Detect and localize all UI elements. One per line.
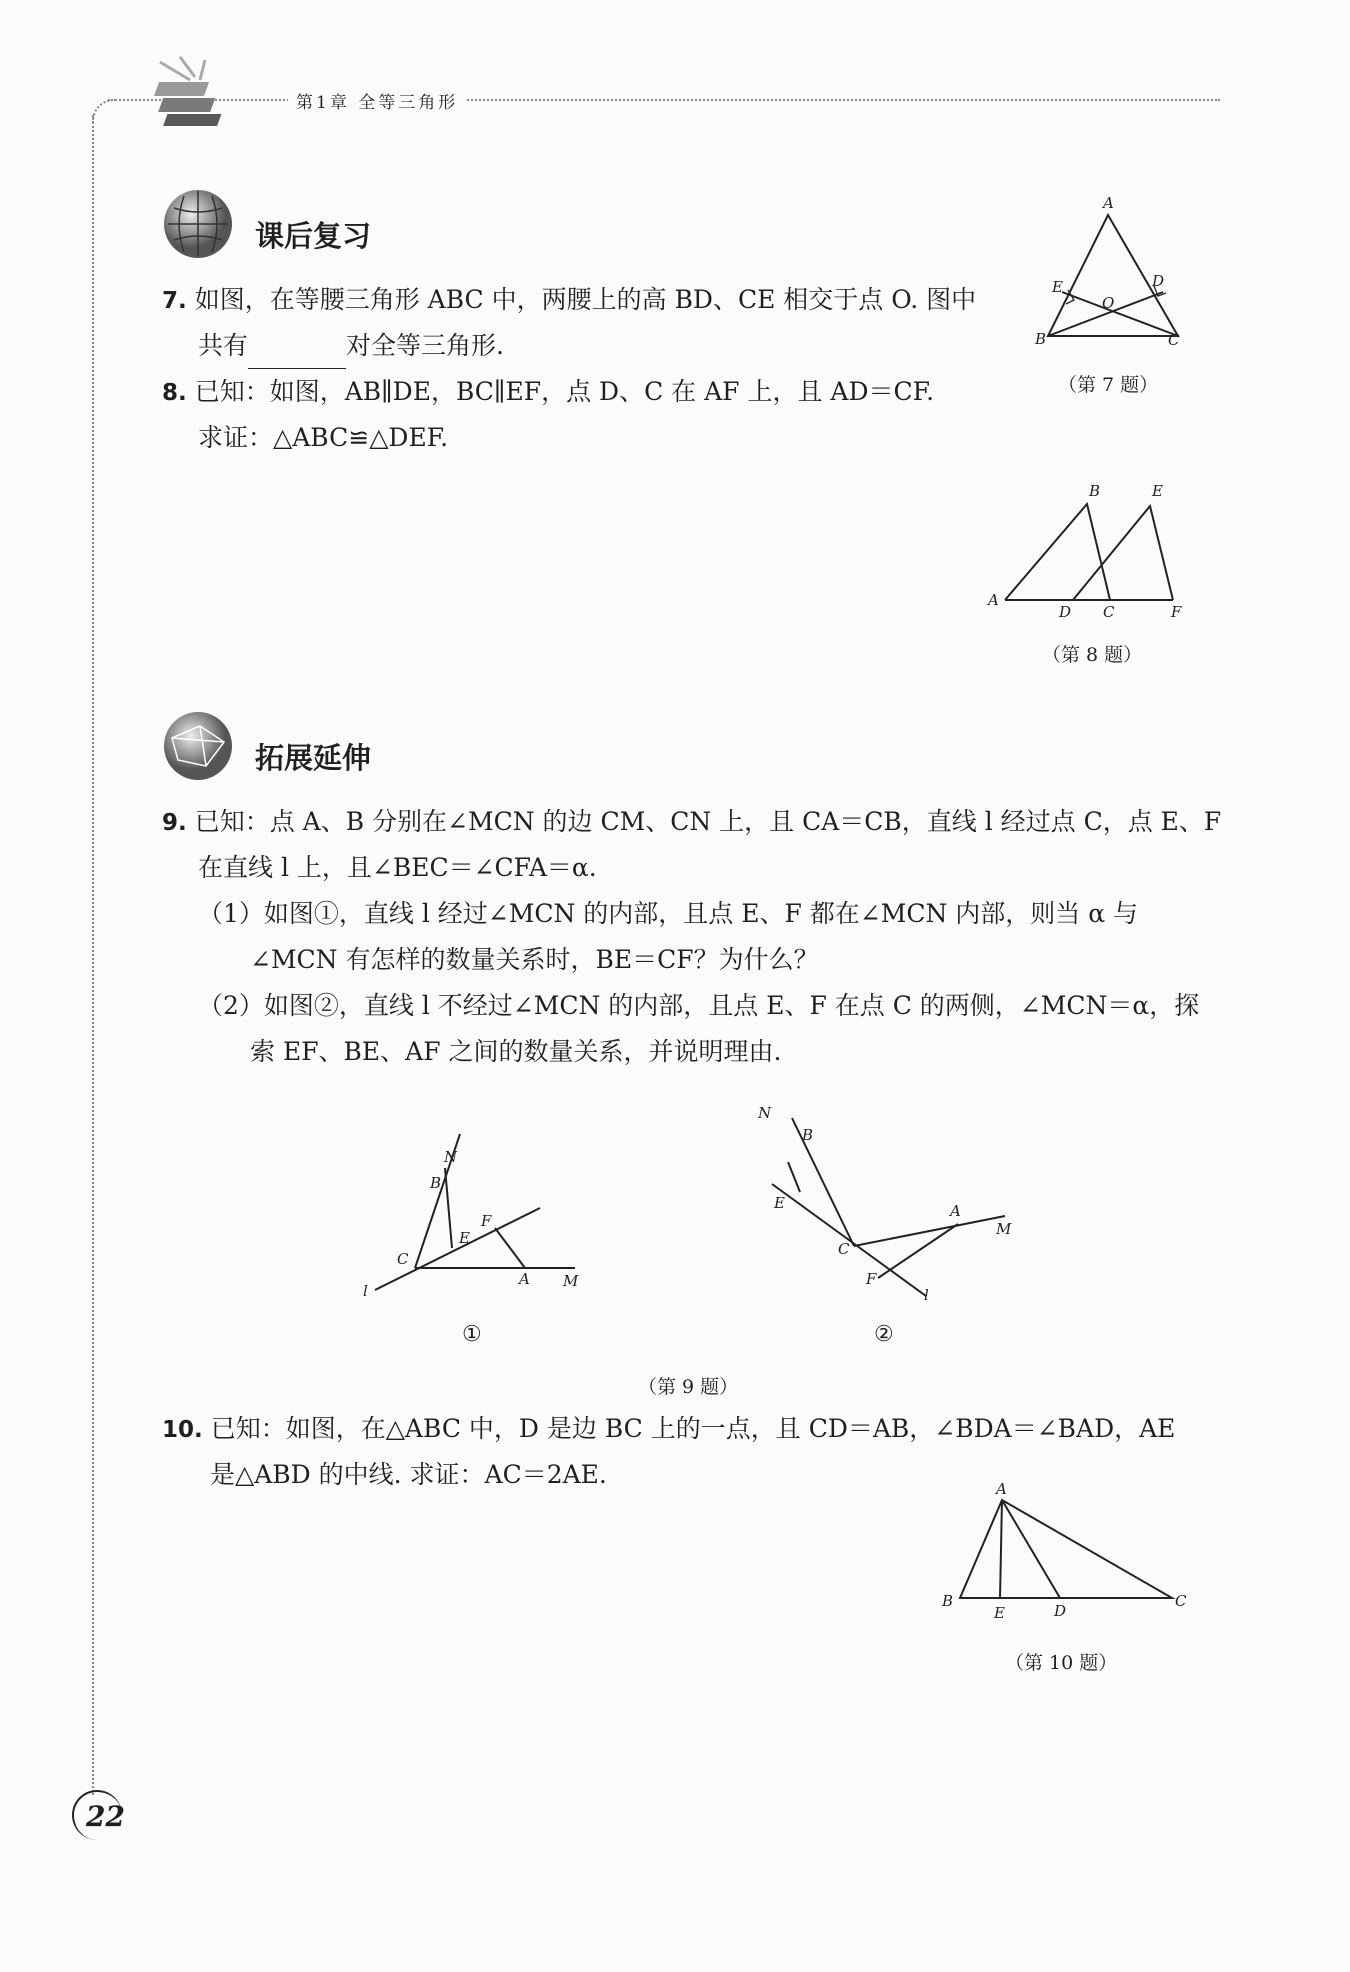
figure-9-2 [750,1100,1040,1310]
globe-icon [160,708,236,784]
question-text: 已知：点 A、B 分别在∠MCN 的边 CM、CN 上，且 CA＝CB，直线 l 经过点 C，点 E、F [194,807,1222,836]
point-label: E [1052,278,1063,296]
figure-9-1-label: ① [462,1322,482,1347]
figure-10 [930,1478,1200,1628]
question-10-line2: 是△ABD 的中线. 求证：AC＝2AE. [210,1460,607,1489]
point-label: A [519,1270,530,1288]
point-label: D [1059,603,1072,621]
globe-icon [160,186,236,262]
question-9-line2: 在直线 l 上，且∠BEC＝∠CFA＝α. [198,853,597,882]
chapter-logo-icon [150,52,260,132]
point-label: C [397,1250,409,1268]
point-label: B [802,1126,814,1144]
page-border-left [92,115,94,1795]
question-text: 如图，在等腰三角形 ABC 中，两腰上的高 BD、CE 相交于点 O. 图中 [194,285,977,314]
question-7 [162,277,976,324]
point-label: E [774,1194,785,1212]
question-9-part2-cont: 索 EF、BE、AF 之间的数量关系，并说明理由. [250,1037,782,1066]
question-7-line2 [198,323,504,369]
figure-9-1 [355,1110,595,1320]
point-label: F [1171,603,1182,621]
point-label: O [1102,294,1115,312]
answer-blank[interactable] [248,344,346,369]
point-label: C [1175,1592,1187,1610]
section-title-review: 课后复习 [255,219,372,253]
point-label: B [1035,330,1047,348]
point-label: E [1152,482,1163,500]
point-label: B [430,1174,442,1192]
question-number: 10. [162,1417,203,1443]
question-number: 9. [162,810,187,836]
figure-8-caption: （第 8 题） [1042,644,1143,666]
point-label: B [1089,482,1101,500]
figure-8 [985,478,1195,628]
point-label: E [994,1604,1005,1622]
point-label: F [481,1212,492,1230]
point-label: N [444,1148,458,1166]
figure-9-caption: （第 9 题） [638,1376,739,1398]
page-number: 22 [86,1800,125,1833]
figure-9-2-label: ② [874,1322,894,1347]
page-border-top [108,99,1220,101]
point-label: C [838,1240,850,1258]
page-border-corner [92,99,116,123]
figure-7 [1030,190,1200,360]
question-text: 已知：如图，在△ABC 中，D 是边 BC 上的一点，且 CD＝AB，∠BDA＝∠BAD，AE [210,1414,1176,1443]
point-label: M [563,1272,579,1290]
question-9-part1: （1）如图①，直线 l 经过∠MCN 的内部，且点 E、F 都在∠MCN 内部，则当 α 与 [198,899,1139,928]
question-9-part1-cont: ∠MCN 有怎样的数量关系时，BE＝CF？为什么？ [250,945,819,974]
point-label: A [1103,194,1114,212]
question-9 [162,799,1221,846]
point-label: C [1168,331,1180,349]
point-label: A [988,591,999,609]
point-label: l [924,1286,929,1304]
point-label: D [1152,272,1165,290]
question-text: 已知：如图，AB∥DE，BC∥EF，点 D、C 在 AF 上，且 AD＝CF. [194,377,935,406]
question-8 [162,369,934,416]
point-label: A [996,1480,1007,1498]
section-title-extension: 拓展延伸 [255,741,372,775]
figure-7-caption: （第 7 题） [1058,374,1159,396]
point-label: l [363,1282,368,1300]
question-number: 8. [162,380,187,406]
point-label: B [942,1592,954,1610]
question-text: 共有 [198,331,249,360]
point-label: D [1054,1602,1067,1620]
point-label: C [1103,603,1115,621]
point-label: A [950,1202,961,1220]
question-10 [162,1406,1175,1453]
chapter-title: 第1章 全等三角形 [288,88,466,113]
point-label: N [758,1104,772,1122]
point-label: E [459,1229,470,1247]
point-label: F [866,1270,877,1288]
question-text: 对全等三角形. [346,331,504,360]
point-label: M [996,1220,1012,1238]
figure-10-caption: （第 10 题） [1005,1652,1118,1674]
question-9-part2: （2）如图②，直线 l 不经过∠MCN 的内部，且点 E、F 在点 C 的两侧，∠MCN＝α，探 [198,991,1200,1020]
question-8-line2: 求证：△ABC≌△DEF. [198,423,449,452]
question-number: 7. [162,288,187,314]
